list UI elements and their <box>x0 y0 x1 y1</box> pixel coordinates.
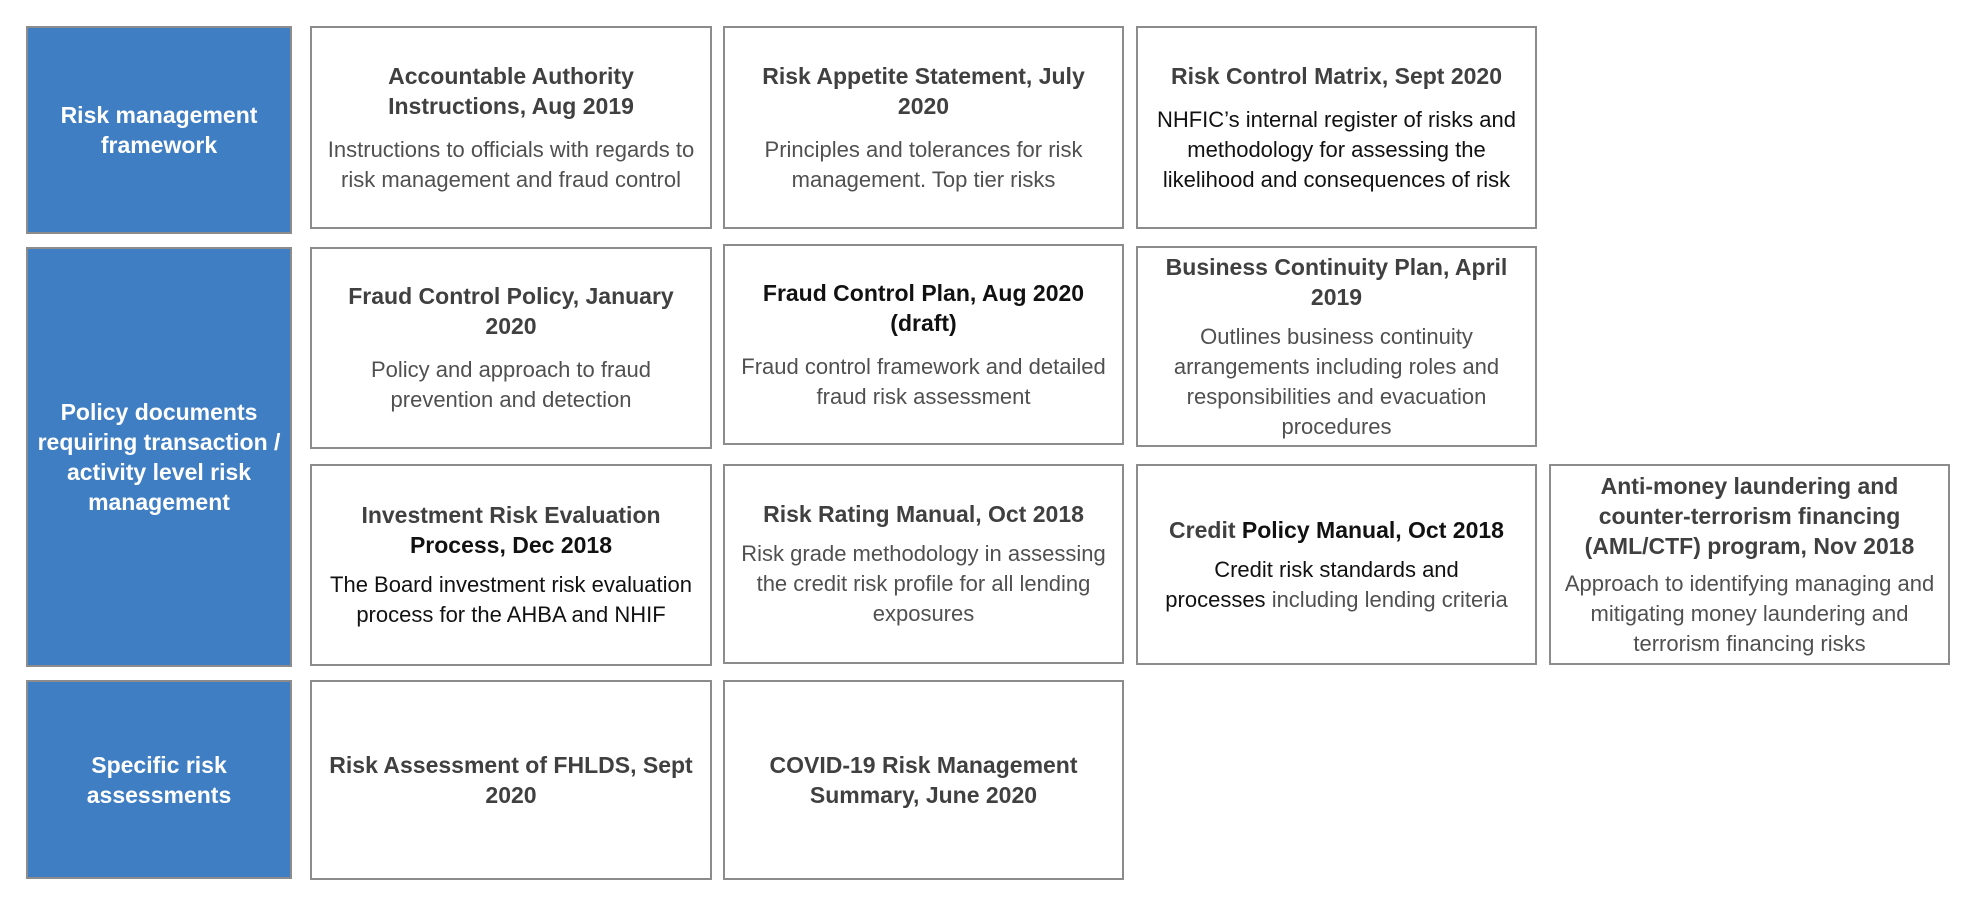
card-description: Risk grade methodology in assessing the credit risk profile for all lending exposures <box>741 541 1106 626</box>
card-risk-control-matrix <box>1136 26 1537 229</box>
card-description: Instructions to officials with regards to risk management and fraud control <box>327 136 695 192</box>
card-title: Risk Rating Manual, Oct 2018 <box>763 501 1084 527</box>
card-covid-risk-management-summary <box>723 680 1124 880</box>
card-description <box>1165 555 1507 615</box>
card-risk-rating-manual <box>723 464 1124 664</box>
card-business-continuity-plan <box>1136 246 1537 447</box>
card-description-part: including lending criteria <box>1271 586 1508 612</box>
card-risk-appetite-statement <box>723 26 1124 229</box>
card-title: Business Continuity Plan, April 2019 <box>1165 253 1508 310</box>
category-policy-documents <box>26 247 292 667</box>
card-title: Fraud Control Policy, January 2020 <box>348 283 674 339</box>
card-title-part: Policy Manual, Oct 2018 <box>1241 516 1504 543</box>
card-title <box>361 500 660 560</box>
category-label: Specific risk assessments <box>86 751 232 808</box>
card-title-part: Process, Dec 2018 <box>409 532 613 558</box>
card-title: Risk Appetite Statement, July 2020 <box>762 62 1085 119</box>
card-fraud-control-policy <box>310 247 712 449</box>
category-specific-risk-assessments <box>26 680 292 879</box>
card-description-part: processes <box>1165 586 1266 612</box>
card-fraud-control-plan <box>723 244 1124 445</box>
card-title-part: Credit <box>1169 516 1236 543</box>
card-description: Policy and approach to fraud prevention and detection <box>370 357 652 412</box>
card-description: Fraud control framework and detailed fraud risk assessment <box>741 353 1106 409</box>
card-title-part: Investment Risk Evaluation <box>361 502 661 528</box>
card-title: Risk Control Matrix, Sept 2020 <box>1170 62 1503 89</box>
card-credit-policy-manual <box>1136 464 1537 665</box>
card-aml-ctf-program <box>1549 464 1950 665</box>
category-label: Risk management framework <box>60 102 258 158</box>
card-accountable-authority-instructions <box>310 26 712 229</box>
category-label: Policy documents requiring transaction / activity level risk management <box>37 399 281 515</box>
card-description: Principles and tolerances for risk management. Top tier risks <box>764 136 1083 192</box>
card-title: Risk Assessment of FHLDS, Sept 2020 <box>329 752 693 808</box>
card-risk-assessment-fhlds <box>310 680 712 880</box>
card-description: The Board investment risk evaluation process for the AHBA and NHIF <box>330 572 692 627</box>
card-title: COVID-19 Risk Management Summary, June 2020 <box>769 752 1078 808</box>
card-title: Fraud Control Plan, Aug 2020 (draft) <box>762 279 1085 336</box>
card-description: NHFIC’s internal register of risks and methodology for assessing the likelihood and consequences of risk <box>1156 106 1517 192</box>
card-investment-risk-evaluation <box>310 464 712 666</box>
card-title: Anti-money laundering and counter-terrorism financing (AML/CTF) program, Nov 2018 <box>1584 472 1915 559</box>
card-description-part: Credit risk standards and <box>1214 556 1459 582</box>
category-risk-management-framework <box>26 26 292 234</box>
card-description: Approach to identifying managing and mitigating money laundering and terrorism financing risks <box>1564 570 1935 656</box>
card-title: Accountable Authority Instructions, Aug 2019 <box>388 62 634 119</box>
card-description: Outlines business continuity arrangements including roles and responsibilities and evacuation procedures <box>1173 323 1500 439</box>
card-title <box>1169 515 1504 545</box>
